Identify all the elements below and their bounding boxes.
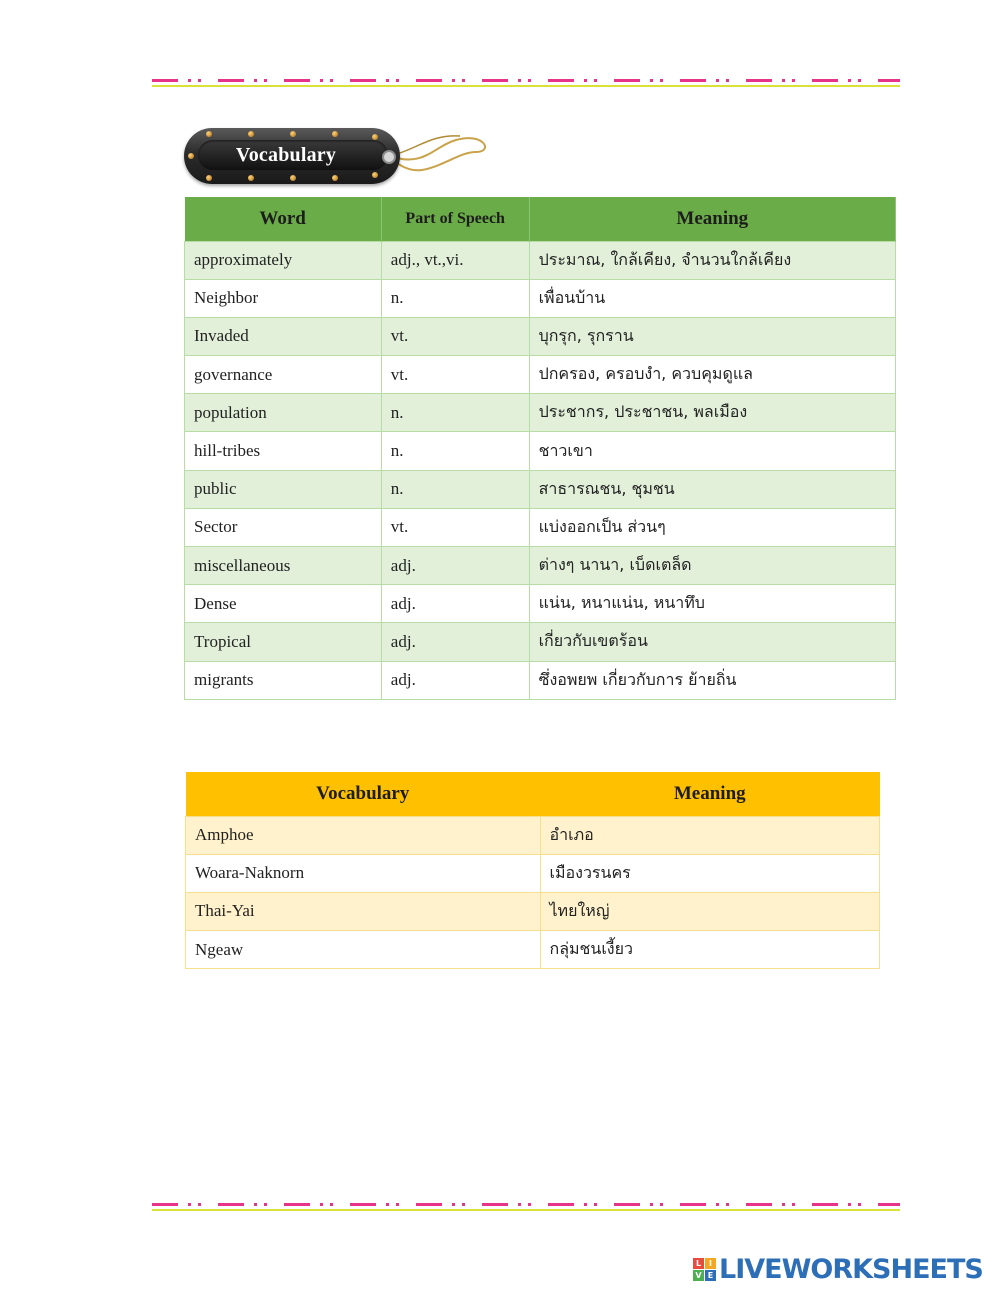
logo-text: LIVEWORKSHEETS <box>719 1253 983 1285</box>
vocabulary-tag <box>184 126 504 188</box>
meaning-cell: เมืองวรนคร <box>540 854 880 892</box>
meaning-cell: เพื่อนบ้าน <box>529 279 895 317</box>
pos-cell: vt. <box>381 508 529 546</box>
pos-cell: n. <box>381 470 529 508</box>
table-row <box>186 931 880 969</box>
bottom-decorative-rule <box>152 1203 900 1213</box>
pos-cell: n. <box>381 279 529 317</box>
pos-cell: adj. <box>381 547 529 585</box>
word-cell: Neighbor <box>185 279 382 317</box>
header-part-of-speech: Part of Speech <box>381 197 529 241</box>
word-cell: Sector <box>185 508 382 546</box>
pos-cell: vt. <box>381 356 529 394</box>
meaning-cell: สาธารณชน, ชุมชน <box>529 470 895 508</box>
meaning-cell: เกี่ยวกับเขตร้อน <box>529 623 895 661</box>
pos-cell: n. <box>381 394 529 432</box>
table-row <box>185 241 896 279</box>
meaning-cell: ชาวเขา <box>529 432 895 470</box>
word-cell: Woara-Naknorn <box>186 854 541 892</box>
meaning-cell: อำเภอ <box>540 816 880 854</box>
table-row <box>185 547 896 585</box>
meaning-cell: แบ่งออกเป็น ส่วนๆ <box>529 508 895 546</box>
word-cell: Invaded <box>185 317 382 355</box>
table-row <box>185 585 896 623</box>
meaning-cell: ประมาณ, ใกล้เคียง, จำนวนใกล้เคียง <box>529 241 895 279</box>
pos-cell: n. <box>381 432 529 470</box>
word-cell: Tropical <box>185 623 382 661</box>
liveworksheets-logo-icon: L I V E <box>693 1258 716 1281</box>
word-cell: approximately <box>185 241 382 279</box>
table-row <box>185 394 896 432</box>
liveworksheets-logo[interactable] <box>693 1253 983 1285</box>
meaning-cell: ปกครอง, ครอบงำ, ควบคุมดูแล <box>529 356 895 394</box>
vocabulary-table <box>184 197 896 700</box>
word-cell: Ngeaw <box>186 931 541 969</box>
place-names-table-header <box>186 772 880 816</box>
pos-cell: vt. <box>381 317 529 355</box>
word-cell: hill-tribes <box>185 432 382 470</box>
place-names-table <box>185 772 880 969</box>
pos-cell: adj. <box>381 623 529 661</box>
meaning-cell: แน่น, หนาแน่น, หนาทึบ <box>529 585 895 623</box>
header-meaning: Meaning <box>540 772 880 816</box>
meaning-cell: ต่างๆ นานา, เบ็ดเตล็ด <box>529 547 895 585</box>
table-row <box>185 432 896 470</box>
meaning-cell: ประชากร, ประชาชน, พลเมือง <box>529 394 895 432</box>
pos-cell: adj., vt.,vi. <box>381 241 529 279</box>
word-cell: migrants <box>185 661 382 699</box>
word-cell: public <box>185 470 382 508</box>
header-meaning: Meaning <box>529 197 895 241</box>
header-vocabulary: Vocabulary <box>186 772 541 816</box>
word-cell: population <box>185 394 382 432</box>
tag-title: Vocabulary <box>235 143 337 166</box>
table-row <box>185 279 896 317</box>
table-row <box>185 356 896 394</box>
table-row <box>186 816 880 854</box>
table-row <box>185 661 896 699</box>
word-cell: Thai-Yai <box>186 892 541 930</box>
vocabulary-table-header <box>185 197 896 241</box>
word-cell: Amphoe <box>186 816 541 854</box>
table-row <box>185 317 896 355</box>
meaning-cell: บุกรุก, รุกราน <box>529 317 895 355</box>
table-row <box>186 892 880 930</box>
word-cell: Dense <box>185 585 382 623</box>
table-row <box>185 470 896 508</box>
table-row <box>186 854 880 892</box>
meaning-cell: ซึ่งอพยพ เกี่ยวกับการ ย้ายถิ่น <box>529 661 895 699</box>
meaning-cell: กลุ่มชนเงี้ยว <box>540 931 880 969</box>
pos-cell: adj. <box>381 661 529 699</box>
word-cell: governance <box>185 356 382 394</box>
header-word: Word <box>185 197 382 241</box>
top-decorative-rule <box>152 79 900 89</box>
pos-cell: adj. <box>381 585 529 623</box>
meaning-cell: ไทยใหญ่ <box>540 892 880 930</box>
table-row <box>185 623 896 661</box>
table-row <box>185 508 896 546</box>
word-cell: miscellaneous <box>185 547 382 585</box>
